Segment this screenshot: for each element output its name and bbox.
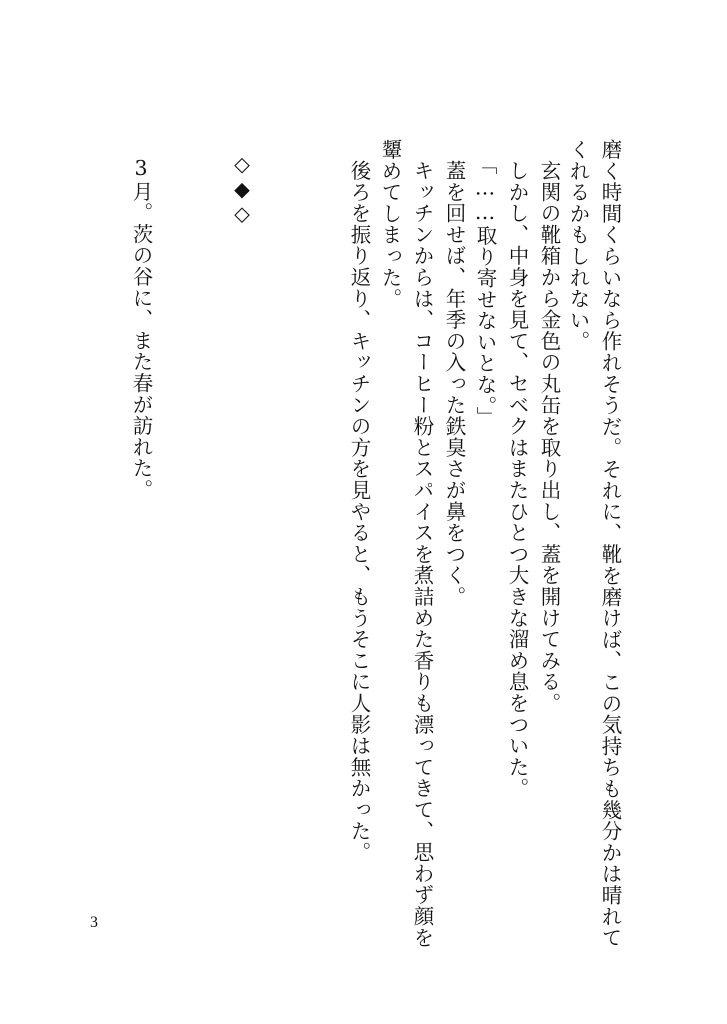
text-line: 後ろを振り返り、キッチンの方を見やると、もうそこに人影は無かった。 xyxy=(347,160,371,863)
page-number: 3 xyxy=(90,914,98,931)
text-line: しかし、中身を見て、セベクはまたひとつ大きな溜め息をついた。 xyxy=(505,160,529,799)
text-line: 玄関の靴箱から金色の丸缶を取り出し、蓋を開けてみる。 xyxy=(537,160,561,714)
section-break-symbol: ◇◆◇ xyxy=(230,152,254,227)
text-line: くれるかもしれない。 xyxy=(566,139,590,352)
text-line: 蓋を回せば、年季の入った鉄臭さが鼻をつく。 xyxy=(442,160,466,608)
text-line: 磨く時間くらいなら作れそうだ。それに、靴を磨けば、この気持ちも幾分かは晴れて xyxy=(598,139,622,949)
text-line: 3月。茨の谷に、また春が訪れた。 xyxy=(129,156,153,501)
text-line: 「……取り寄せないとな。」 xyxy=(473,154,497,428)
text-line: 顰めてしまった。 xyxy=(378,139,402,310)
text-line: キッチンからは、コーヒー粉とスパイスを煮詰めた香りも漂ってきて、思わず顔を xyxy=(410,160,434,949)
